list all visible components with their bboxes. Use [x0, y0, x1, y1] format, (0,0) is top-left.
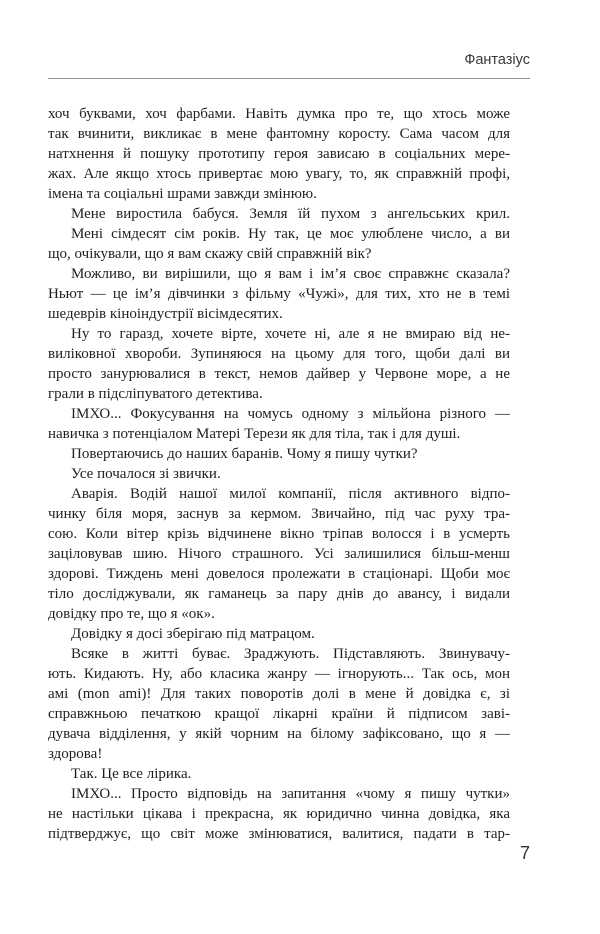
text-line: Повертаючись до наших баранів. Чому я пишу чутки?: [71, 446, 418, 462]
text-line: жах. Але якщо хтось привертає мою увагу, то, як справжній профі,: [48, 166, 510, 182]
text-line: Усе почалося зі звички.: [71, 466, 221, 482]
text-line: Аварія. Водій нашої милої компанії, після активного відпо-: [71, 486, 510, 502]
text-line: ють. Кидають. Ну, або класика жанру — ігнорують... Так ось, мон: [48, 666, 510, 682]
text-line: що, очікували, що я вам скажу свій справжній вік?: [48, 246, 372, 262]
text-line: Ньют — це ім’я дівчинки з фільму «Чужі», для тих, хто не в темі: [48, 286, 510, 302]
text-line: Всяке в житті буває. Зраджують. Підставляють. Звинувачу-: [71, 646, 510, 662]
text-line: Так. Це все лірика.: [71, 766, 192, 782]
text-line: довідку про те, що я «ок».: [48, 606, 215, 622]
text-line: грали в підсліпуватого детектива.: [48, 386, 263, 402]
text-line: амі (mon ami)! Для таких поворотів долі в мене й довідка є, зі: [48, 686, 510, 702]
text-line: не настільки цікава і прекрасна, як юридично чинна довідка, яка: [48, 806, 510, 822]
text-line: Можливо, ви вирішили, що я вам і ім’я своє справжнє сказала?: [71, 266, 510, 282]
text-line: навичка з потенціалом Матері Терези як для тіла, так і для душі.: [48, 426, 461, 442]
text-line: Мене виростила бабуся. Земля їй пухом з ангельських крил.: [71, 206, 510, 222]
running-title: Фантазіус: [464, 52, 530, 68]
header-rule: [48, 78, 530, 79]
text-line: ІМХО... Просто відповідь на запитання «чому я пишу чутки»: [71, 786, 510, 802]
page-body-text: [48, 104, 510, 844]
text-line: справжньою печаткою кращої лікарні країни й підписом заві-: [48, 706, 510, 722]
text-line: заціловував шию. Нічого страшного. Усі залишилися більш-менш: [48, 546, 510, 562]
text-line: хоч буквами, хоч фарбами. Навіть думка про те, що хтось може: [48, 106, 510, 122]
text-line: дувача відділення, у якій чорним на білому зафіксовано, що я —: [48, 726, 510, 742]
text-line: виліковної хвороби. Зупиняюся на цьому для того, щоби далі ви: [48, 346, 510, 362]
text-line: Ну то гаразд, хочете вірте, хочете ні, але я не вмираю від не-: [71, 326, 510, 342]
text-line: так вчинити, викликає в мене фантомну коросту. Сама часом для: [48, 126, 510, 142]
text-line: імена та соціальні шрами завжди змінюю.: [48, 186, 317, 202]
page-number: 7: [519, 843, 530, 863]
running-head: [48, 51, 530, 69]
text-line: чинку біля моря, заснув за кермом. Звичайно, під час руху тра-: [48, 506, 510, 522]
text-line: сою. Коли вітер крізь відчинене вікно тріпав волосся і в усмерть: [48, 526, 510, 542]
text-line: шедеврів кіноіндустрії вісімдесятих.: [48, 306, 283, 322]
text-line: Довідку я досі зберігаю під матрацом.: [71, 626, 315, 642]
text-line: підтверджує, що світ може змінюватися, валитися, падати в тар-: [48, 826, 510, 842]
text-line: здорова!: [48, 746, 103, 762]
text-line: тіло досліджували, як гаманець за пару днів до авансу, і видали: [48, 586, 510, 602]
text-line: Мені сімдесят сім років. Ну так, це моє улюблене число, а ви: [71, 226, 510, 242]
text-line: натхнення й пошуку прототипу героя зависаю в соціальних мере-: [48, 146, 510, 162]
text-line: просто занурювалися в текст, немов дайвер у Червоне море, а не: [48, 366, 510, 382]
text-line: ІМХО... Фокусування на чомусь одному з мільйона різного —: [71, 406, 510, 422]
text-line: здорові. Тиждень мені довелося пролежати в стаціонарі. Щоби моє: [48, 566, 510, 582]
